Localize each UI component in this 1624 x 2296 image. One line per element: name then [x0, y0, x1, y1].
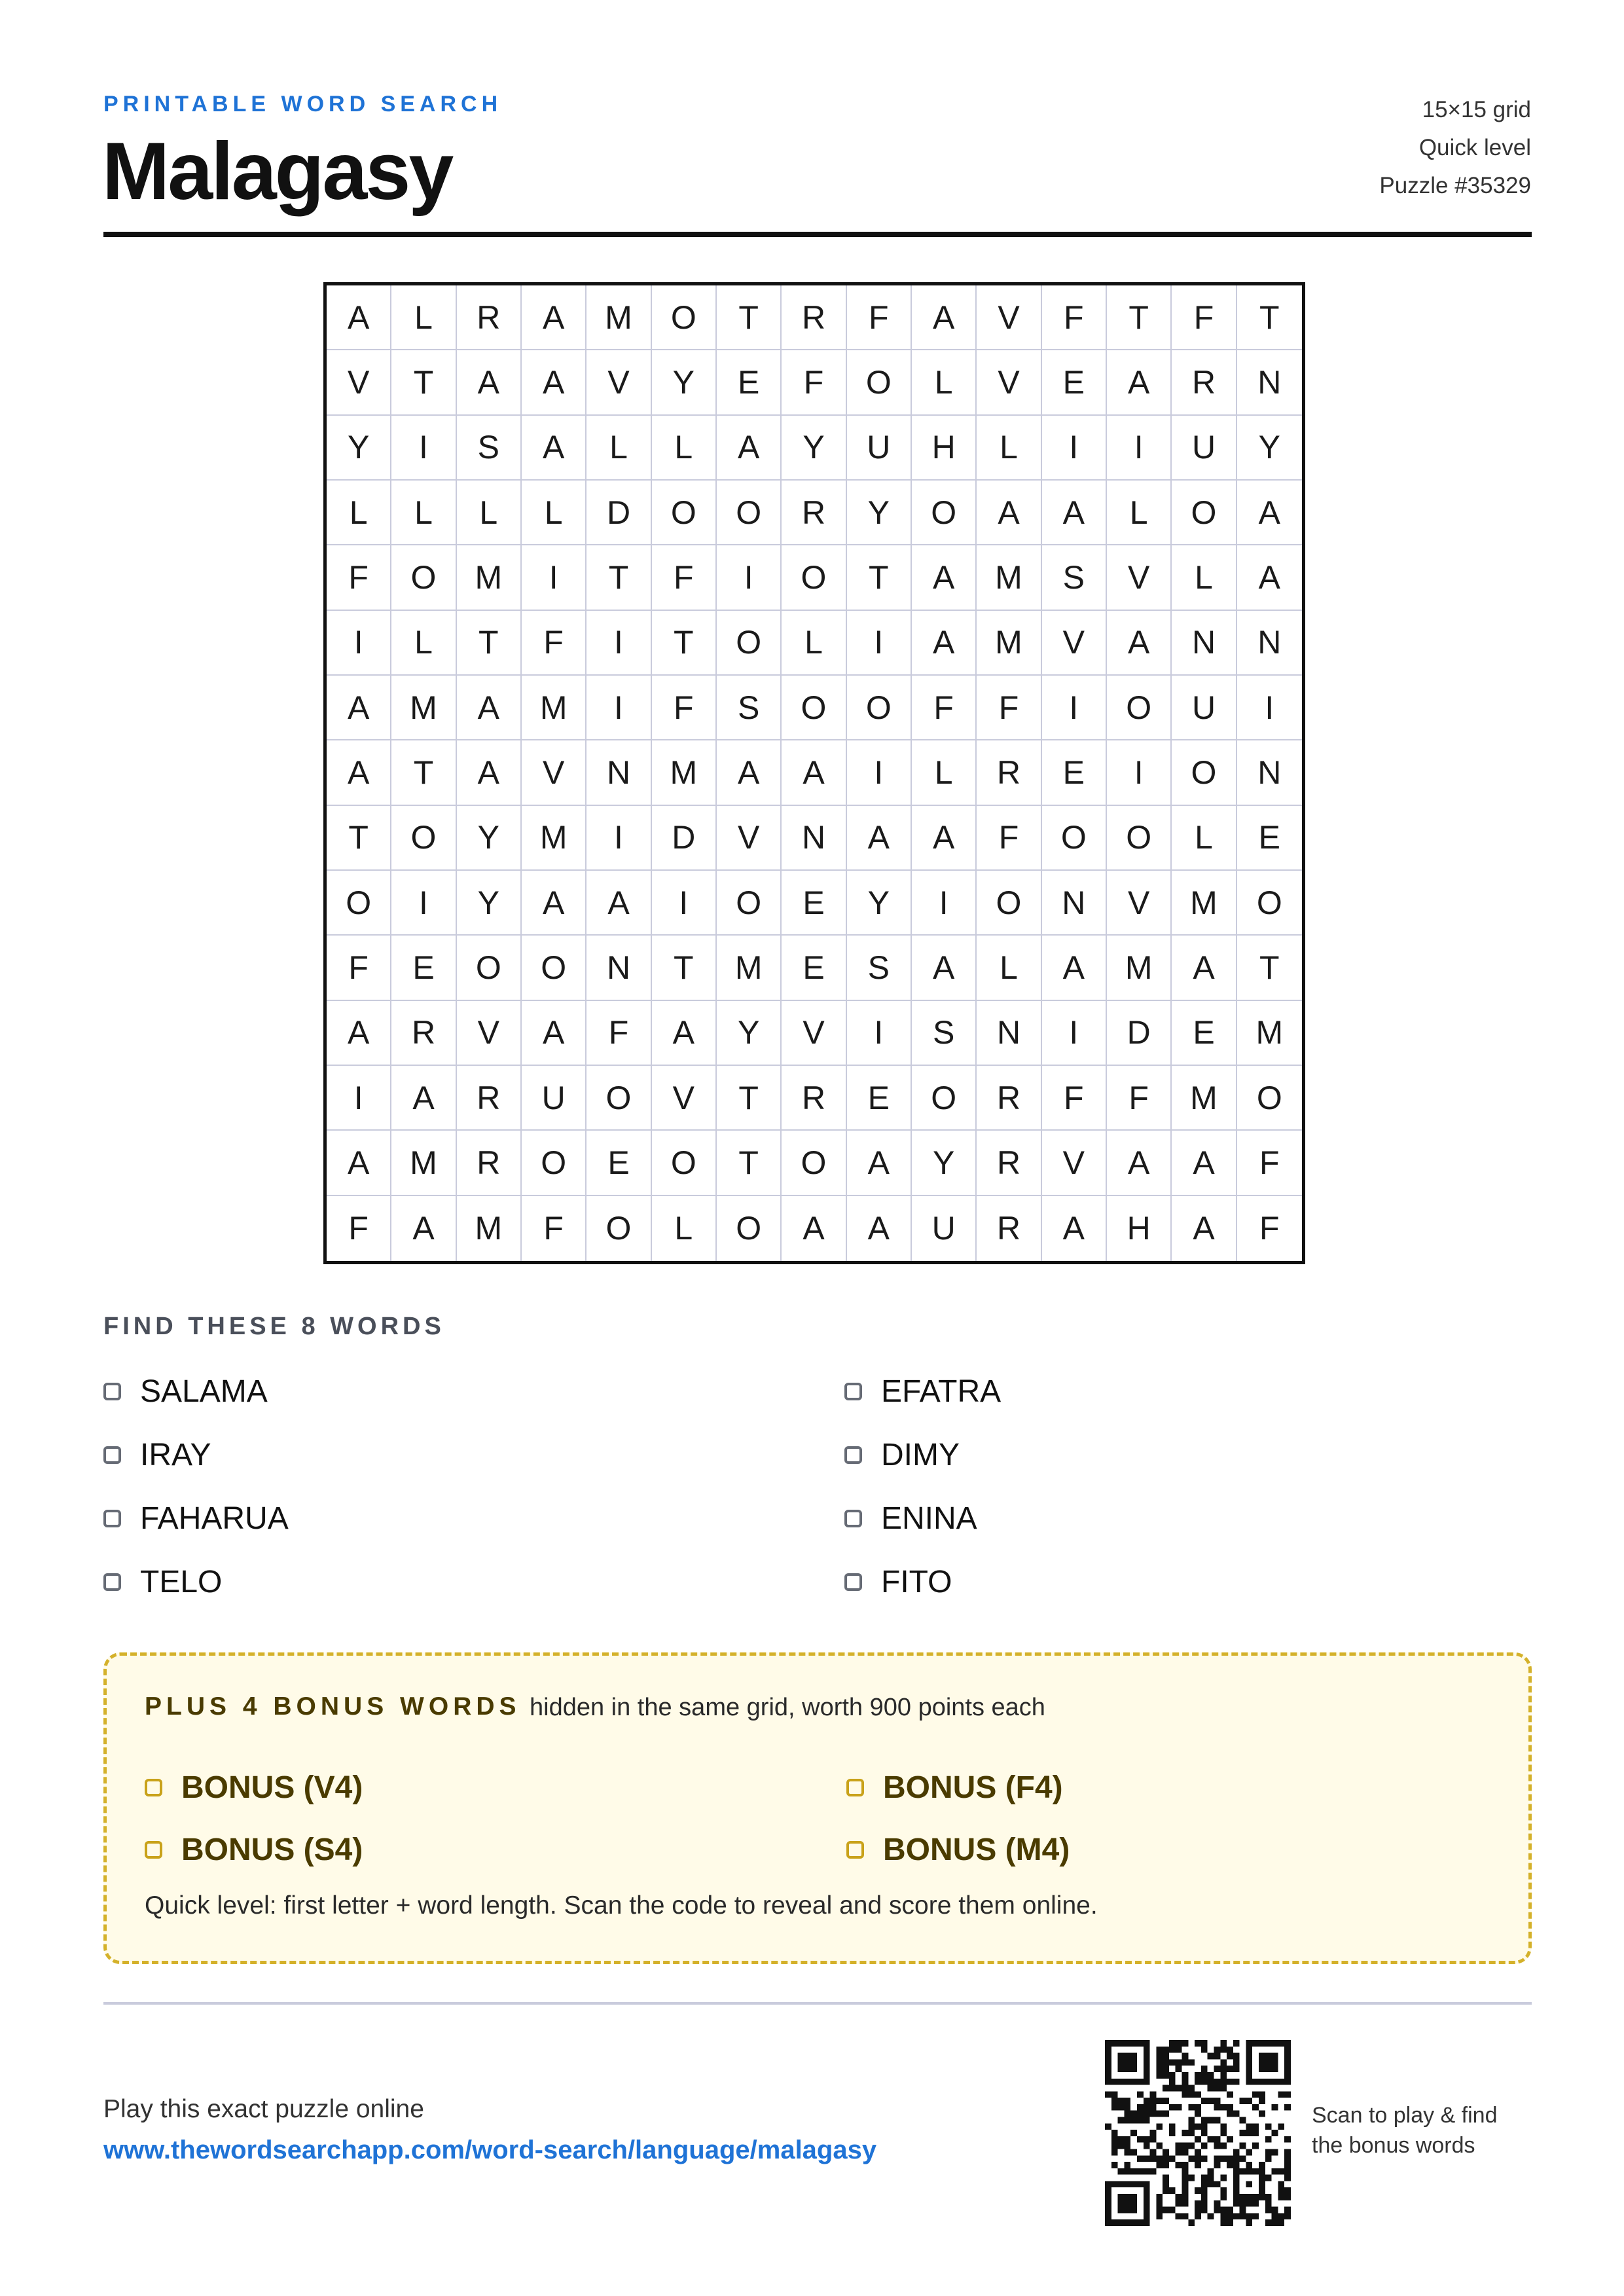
grid-cell[interactable]: D: [652, 806, 717, 871]
grid-cell[interactable]: I: [391, 871, 456, 936]
grid-cell[interactable]: R: [977, 1131, 1041, 1195]
bonus-item[interactable]: [846, 1764, 1063, 1810]
grid-cell[interactable]: A: [522, 416, 586, 481]
checkbox-icon[interactable]: [103, 1573, 121, 1591]
grid-cell[interactable]: O: [586, 1066, 651, 1131]
grid-cell[interactable]: S: [1042, 545, 1107, 610]
grid-cell[interactable]: Y: [847, 481, 912, 545]
grid-cell[interactable]: F: [977, 676, 1041, 740]
header-divider: [103, 232, 1532, 237]
grid-cell[interactable]: L: [391, 611, 456, 676]
grid-cell[interactable]: L: [977, 936, 1041, 1000]
grid-cell[interactable]: R: [457, 1131, 522, 1195]
grid-cell[interactable]: T: [717, 1131, 782, 1195]
grid-cell[interactable]: V: [782, 1001, 846, 1066]
grid-cell[interactable]: T: [847, 545, 912, 610]
grid-cell[interactable]: I: [1042, 1001, 1107, 1066]
grid-cell[interactable]: E: [1172, 1001, 1236, 1066]
word-label: EFATRA: [881, 1374, 1001, 1409]
grid-cell[interactable]: M: [457, 545, 522, 610]
grid-cell[interactable]: V: [977, 350, 1041, 415]
grid-cell[interactable]: F: [1259, 1210, 1280, 1247]
puzzle-number-label: Puzzle #35329: [1379, 173, 1531, 198]
grid-cell[interactable]: L: [457, 481, 522, 545]
grid-cell[interactable]: A: [1172, 936, 1236, 1000]
grid-cell[interactable]: A: [652, 1001, 717, 1066]
word-label: FAHARUA: [140, 1501, 289, 1536]
word-item[interactable]: [103, 1432, 211, 1478]
checkbox-icon[interactable]: [846, 1779, 864, 1796]
checkbox-icon[interactable]: [844, 1510, 862, 1527]
grid-cell[interactable]: I: [586, 611, 651, 676]
word-label: SALAMA: [140, 1374, 268, 1409]
grid-cell[interactable]: A: [522, 285, 586, 350]
grid-cell[interactable]: T: [652, 611, 717, 676]
grid-cell[interactable]: I: [912, 871, 977, 936]
grid-cell[interactable]: I: [1042, 416, 1107, 481]
grid-cell[interactable]: D: [1107, 1001, 1172, 1066]
grid-cell[interactable]: O: [782, 545, 846, 610]
grid-cell[interactable]: O: [782, 676, 846, 740]
grid-cell[interactable]: Y: [847, 871, 912, 936]
play-url-link[interactable]: www.thewordsearchapp.com/word-search/language/malagasy: [103, 2136, 877, 2164]
checkbox-icon[interactable]: [844, 1446, 862, 1464]
grid-cell[interactable]: F: [1042, 285, 1107, 350]
grid-cell[interactable]: L: [522, 481, 586, 545]
grid-cell[interactable]: M: [717, 936, 782, 1000]
word-label: IRAY: [140, 1437, 211, 1472]
grid-cell[interactable]: V: [977, 285, 1041, 350]
grid-cell[interactable]: A: [847, 806, 912, 871]
bonus-item[interactable]: [145, 1764, 363, 1810]
grid-cell[interactable]: M: [1107, 936, 1172, 1000]
bonus-label: BONUS (M4): [883, 1832, 1070, 1867]
grid-cell[interactable]: L: [782, 611, 846, 676]
checkbox-icon[interactable]: [844, 1573, 862, 1591]
checkbox-icon[interactable]: [145, 1779, 162, 1796]
grid-cell[interactable]: A: [1107, 350, 1172, 415]
grid-cell[interactable]: M: [652, 740, 717, 805]
grid-cell[interactable]: O: [1172, 740, 1236, 805]
grid-cell[interactable]: R: [977, 1066, 1041, 1131]
grid-cell[interactable]: T: [1107, 285, 1172, 350]
grid-cell[interactable]: F: [327, 1196, 391, 1261]
grid-cell[interactable]: I: [652, 871, 717, 936]
grid-cell[interactable]: I: [1237, 676, 1302, 740]
grid-cell[interactable]: O: [717, 871, 782, 936]
find-heading: FIND THESE 8 WORDS: [103, 1313, 445, 1340]
checkbox-icon[interactable]: [103, 1446, 121, 1464]
grid-cell[interactable]: A: [327, 676, 391, 740]
grid-cell[interactable]: O: [717, 611, 782, 676]
word-item[interactable]: [844, 1432, 960, 1478]
bonus-heading: PLUS 4 BONUS WORDS: [145, 1692, 521, 1721]
grid-cell[interactable]: F: [1172, 285, 1236, 350]
grid-cell[interactable]: T: [1237, 936, 1302, 1000]
grid-cell[interactable]: L: [586, 416, 651, 481]
grid-cell[interactable]: U: [1172, 416, 1236, 481]
grid-cell[interactable]: L: [1107, 481, 1172, 545]
grid-cell[interactable]: A: [522, 1001, 586, 1066]
grid-cell[interactable]: V: [652, 1066, 717, 1131]
grid-cell[interactable]: I: [522, 545, 586, 610]
grid-cell[interactable]: N: [1172, 611, 1236, 676]
grid-cell[interactable]: O: [977, 871, 1041, 936]
grid-cell[interactable]: O: [847, 676, 912, 740]
grid-cell[interactable]: A: [1172, 1131, 1236, 1195]
grid-cell[interactable]: A: [912, 285, 977, 350]
grid-cell[interactable]: O: [782, 1131, 846, 1195]
grid-cell[interactable]: Y: [782, 416, 846, 481]
grid-cell[interactable]: E: [1042, 350, 1107, 415]
grid-cell[interactable]: V: [1042, 1131, 1107, 1195]
grid-cell[interactable]: A: [327, 285, 391, 350]
grid-cell[interactable]: L: [652, 416, 717, 481]
grid-cell[interactable]: L: [391, 285, 456, 350]
checkbox-icon[interactable]: [844, 1383, 862, 1400]
grid-cell[interactable]: F: [652, 676, 717, 740]
word-label: ENINA: [881, 1501, 977, 1536]
grid-cell[interactable]: O: [1172, 481, 1236, 545]
grid-cell[interactable]: I: [1042, 676, 1107, 740]
grid-cell[interactable]: L: [912, 740, 977, 805]
grid-cell[interactable]: M: [1237, 1001, 1302, 1066]
checkbox-icon[interactable]: [846, 1841, 864, 1859]
grid-cell[interactable]: I: [847, 611, 912, 676]
grid-cell[interactable]: H: [1107, 1196, 1172, 1261]
bonus-label: BONUS (F4): [883, 1770, 1063, 1805]
grid-cell[interactable]: V: [327, 350, 391, 415]
grid-cell[interactable]: Y: [1237, 416, 1302, 481]
grid-cell[interactable]: F: [652, 545, 717, 610]
grid-cell[interactable]: N: [1237, 350, 1302, 415]
grid-cell[interactable]: A: [522, 350, 586, 415]
grid-cell[interactable]: I: [586, 806, 651, 871]
grid-cell[interactable]: N: [1237, 611, 1302, 676]
grid-cell[interactable]: A: [717, 740, 782, 805]
grid-cell[interactable]: T: [717, 285, 782, 350]
grid-cell[interactable]: L: [977, 416, 1041, 481]
grid-cell[interactable]: O: [522, 1131, 586, 1195]
grid-cell[interactable]: F: [977, 806, 1041, 871]
grid-cell[interactable]: A: [1237, 545, 1302, 610]
grid-cell[interactable]: F: [1042, 1066, 1107, 1131]
grid-cell[interactable]: I: [391, 416, 456, 481]
grid-cell[interactable]: T: [391, 350, 456, 415]
grid-cell[interactable]: F: [522, 1196, 586, 1261]
qr-caption-line: Scan to play & find: [1312, 2103, 1498, 2128]
grid-cell[interactable]: S: [457, 416, 522, 481]
bonus-item[interactable]: [846, 1827, 1070, 1872]
grid-cell[interactable]: F: [327, 936, 391, 1000]
word-item[interactable]: [844, 1368, 1001, 1414]
grid-cell[interactable]: U: [522, 1066, 586, 1131]
grid-cell[interactable]: L: [1172, 806, 1236, 871]
bonus-label: BONUS (S4): [181, 1832, 363, 1867]
grid-cell[interactable]: Y: [457, 871, 522, 936]
grid-cell[interactable]: T: [717, 1066, 782, 1131]
grid-cell[interactable]: A: [327, 1001, 391, 1066]
grid-cell[interactable]: N: [586, 740, 651, 805]
grid-cell[interactable]: E: [847, 1066, 912, 1131]
grid-cell[interactable]: E: [586, 1131, 651, 1195]
word-label: DIMY: [881, 1437, 960, 1472]
letter-grid-cells: [327, 285, 1302, 1261]
grid-cell[interactable]: N: [977, 1001, 1041, 1066]
grid-cell[interactable]: O: [652, 1131, 717, 1195]
grid-cell[interactable]: V: [1042, 611, 1107, 676]
grid-cell[interactable]: O: [457, 936, 522, 1000]
grid-cell[interactable]: I: [586, 676, 651, 740]
grid-cell[interactable]: Y: [457, 806, 522, 871]
grid-cell[interactable]: O: [717, 481, 782, 545]
grid-cell[interactable]: A: [327, 740, 391, 805]
grid-cell[interactable]: U: [847, 416, 912, 481]
grid-cell[interactable]: F: [522, 611, 586, 676]
word-item[interactable]: [103, 1368, 268, 1414]
grid-cell[interactable]: M: [586, 285, 651, 350]
grid-cell[interactable]: O: [391, 545, 456, 610]
grid-cell[interactable]: H: [912, 416, 977, 481]
grid-cell[interactable]: A: [912, 936, 977, 1000]
grid-cell[interactable]: R: [457, 1066, 522, 1131]
grid-cell[interactable]: T: [586, 545, 651, 610]
grid-cell[interactable]: F: [586, 1001, 651, 1066]
grid-cell[interactable]: A: [457, 350, 522, 415]
grid-cell[interactable]: N: [782, 806, 846, 871]
grid-cell[interactable]: U: [912, 1196, 977, 1261]
grid-cell[interactable]: A: [391, 1066, 456, 1131]
grid-cell[interactable]: O: [717, 1196, 782, 1261]
qr-caption-line: the bonus words: [1312, 2133, 1475, 2158]
grid-cell[interactable]: F: [327, 545, 391, 610]
grid-cell[interactable]: A: [522, 871, 586, 936]
grid-cell[interactable]: R: [782, 285, 846, 350]
grid-cell[interactable]: A: [847, 1131, 912, 1195]
level-label: Quick level: [1418, 135, 1531, 160]
grid-cell[interactable]: S: [847, 936, 912, 1000]
grid-cell[interactable]: A: [1042, 936, 1107, 1000]
grid-cell[interactable]: R: [1172, 350, 1236, 415]
grid-cell[interactable]: M: [1172, 1066, 1236, 1131]
bonus-subheading: hidden in the same grid, worth 900 points each: [530, 1694, 1045, 1721]
grid-cell[interactable]: O: [1237, 871, 1302, 936]
grid-cell[interactable]: A: [782, 740, 846, 805]
grid-cell[interactable]: O: [652, 285, 717, 350]
grid-cell[interactable]: F: [912, 676, 977, 740]
grid-cell[interactable]: T: [1237, 285, 1302, 350]
grid-cell[interactable]: R: [782, 1066, 846, 1131]
play-label: Play this exact puzzle online: [103, 2095, 424, 2123]
grid-cell[interactable]: E: [782, 936, 846, 1000]
grid-cell[interactable]: I: [847, 1001, 912, 1066]
bonus-panel: [103, 1652, 1532, 1964]
grid-cell[interactable]: O: [1107, 806, 1172, 871]
page-eyebrow: PRINTABLE WORD SEARCH: [103, 92, 503, 117]
grid-cell[interactable]: A: [717, 416, 782, 481]
grid-cell[interactable]: M: [1172, 871, 1236, 936]
grid-cell[interactable]: L: [652, 1196, 717, 1261]
grid-cell[interactable]: O: [586, 1196, 651, 1261]
grid-cell[interactable]: A: [1237, 481, 1302, 545]
checkbox-icon[interactable]: [103, 1510, 121, 1527]
grid-cell[interactable]: L: [1172, 545, 1236, 610]
grid-cell[interactable]: O: [847, 350, 912, 415]
grid-cell[interactable]: D: [586, 481, 651, 545]
grid-cell[interactable]: A: [977, 481, 1041, 545]
grid-cell[interactable]: I: [1107, 416, 1172, 481]
grid-cell[interactable]: R: [782, 481, 846, 545]
footer-divider: [103, 2002, 1532, 2005]
grid-cell[interactable]: R: [457, 285, 522, 350]
grid-cell[interactable]: V: [1107, 871, 1172, 936]
grid-cell[interactable]: O: [327, 871, 391, 936]
grid-cell[interactable]: N: [586, 936, 651, 1000]
word-label: FITO: [881, 1564, 952, 1599]
grid-cell[interactable]: A: [782, 1196, 846, 1261]
grid-cell[interactable]: M: [457, 1196, 522, 1261]
grid-cell[interactable]: F: [1237, 1131, 1302, 1195]
qr-caption: [1312, 2100, 1498, 2160]
grid-cell[interactable]: I: [717, 545, 782, 610]
grid-cell[interactable]: S: [717, 676, 782, 740]
grid-cell[interactable]: V: [457, 1001, 522, 1066]
grid-cell[interactable]: V: [586, 350, 651, 415]
grid-cell[interactable]: L: [327, 481, 391, 545]
grid-cell[interactable]: E: [391, 936, 456, 1000]
grid-cell[interactable]: O: [1107, 676, 1172, 740]
grid-cell[interactable]: O: [912, 481, 977, 545]
qr-code-icon[interactable]: [1105, 2040, 1291, 2226]
puzzle-meta: [1379, 94, 1531, 208]
grid-cell[interactable]: A: [457, 740, 522, 805]
grid-cell[interactable]: A: [847, 1196, 912, 1261]
grid-cell[interactable]: E: [1042, 740, 1107, 805]
grid-cell[interactable]: L: [391, 481, 456, 545]
grid-cell[interactable]: M: [391, 1131, 456, 1195]
word-item[interactable]: [103, 1559, 222, 1605]
grid-cell[interactable]: V: [1107, 545, 1172, 610]
grid-cell[interactable]: I: [327, 611, 391, 676]
grid-cell[interactable]: I: [1107, 740, 1172, 805]
grid-cell[interactable]: O: [652, 481, 717, 545]
grid-cell[interactable]: N: [1042, 871, 1107, 936]
grid-cell[interactable]: R: [977, 740, 1041, 805]
grid-cell[interactable]: A: [586, 871, 651, 936]
grid-cell[interactable]: T: [457, 611, 522, 676]
grid-cell[interactable]: O: [391, 806, 456, 871]
grid-cell[interactable]: A: [1107, 1131, 1172, 1195]
word-item[interactable]: [844, 1495, 977, 1541]
grid-cell[interactable]: U: [1172, 676, 1236, 740]
letter-grid: [323, 282, 1305, 1264]
grid-cell[interactable]: F: [782, 350, 846, 415]
grid-cell[interactable]: A: [391, 1196, 456, 1261]
grid-cell[interactable]: O: [912, 1066, 977, 1131]
grid-cell[interactable]: T: [327, 806, 391, 871]
grid-cell[interactable]: F: [847, 285, 912, 350]
grid-cell[interactable]: A: [327, 1131, 391, 1195]
grid-cell[interactable]: A: [457, 676, 522, 740]
grid-cell[interactable]: I: [847, 740, 912, 805]
grid-cell[interactable]: Y: [717, 1001, 782, 1066]
checkbox-icon[interactable]: [103, 1383, 121, 1400]
grid-cell[interactable]: A: [912, 806, 977, 871]
grid-cell[interactable]: A: [1042, 1196, 1107, 1261]
grid-cell[interactable]: A: [1107, 611, 1172, 676]
page-title: Malagasy: [102, 126, 452, 217]
grid-cell[interactable]: Y: [652, 350, 717, 415]
bonus-item[interactable]: [145, 1827, 363, 1872]
grid-cell[interactable]: N: [1237, 740, 1302, 805]
word-item[interactable]: [844, 1559, 952, 1605]
word-item[interactable]: [103, 1495, 289, 1541]
grid-cell[interactable]: T: [652, 936, 717, 1000]
grid-cell[interactable]: O: [522, 936, 586, 1000]
grid-cell[interactable]: O: [1237, 1066, 1302, 1131]
word-label: TELO: [140, 1564, 223, 1599]
grid-cell[interactable]: S: [912, 1001, 977, 1066]
grid-cell[interactable]: A: [912, 611, 977, 676]
grid-cell[interactable]: M: [977, 545, 1041, 610]
grid-cell[interactable]: E: [717, 350, 782, 415]
grid-cell[interactable]: R: [977, 1196, 1041, 1261]
grid-cell[interactable]: L: [912, 350, 977, 415]
grid-cell[interactable]: T: [391, 740, 456, 805]
bonus-label: BONUS (V4): [181, 1770, 363, 1805]
grid-cell[interactable]: A: [1042, 481, 1107, 545]
grid-cell[interactable]: E: [1237, 806, 1302, 871]
grid-cell[interactable]: M: [977, 611, 1041, 676]
grid-cell[interactable]: V: [717, 806, 782, 871]
grid-size-label: 15×15 grid: [1422, 97, 1531, 122]
grid-cell[interactable]: A: [1172, 1196, 1236, 1261]
grid-cell[interactable]: O: [1042, 806, 1107, 871]
grid-cell[interactable]: A: [912, 545, 977, 610]
grid-cell[interactable]: F: [1107, 1066, 1172, 1131]
grid-cell[interactable]: E: [782, 871, 846, 936]
grid-cell[interactable]: V: [522, 740, 586, 805]
grid-cell[interactable]: R: [391, 1001, 456, 1066]
checkbox-icon[interactable]: [145, 1841, 162, 1859]
bonus-note: Quick level: first letter + word length. Scan the code to reveal and score them online.: [145, 1891, 1098, 1920]
grid-cell[interactable]: M: [522, 806, 586, 871]
grid-cell[interactable]: I: [327, 1066, 391, 1131]
grid-cell[interactable]: Y: [327, 416, 391, 481]
grid-cell[interactable]: M: [391, 676, 456, 740]
grid-cell[interactable]: M: [522, 676, 586, 740]
grid-cell[interactable]: Y: [912, 1131, 977, 1195]
